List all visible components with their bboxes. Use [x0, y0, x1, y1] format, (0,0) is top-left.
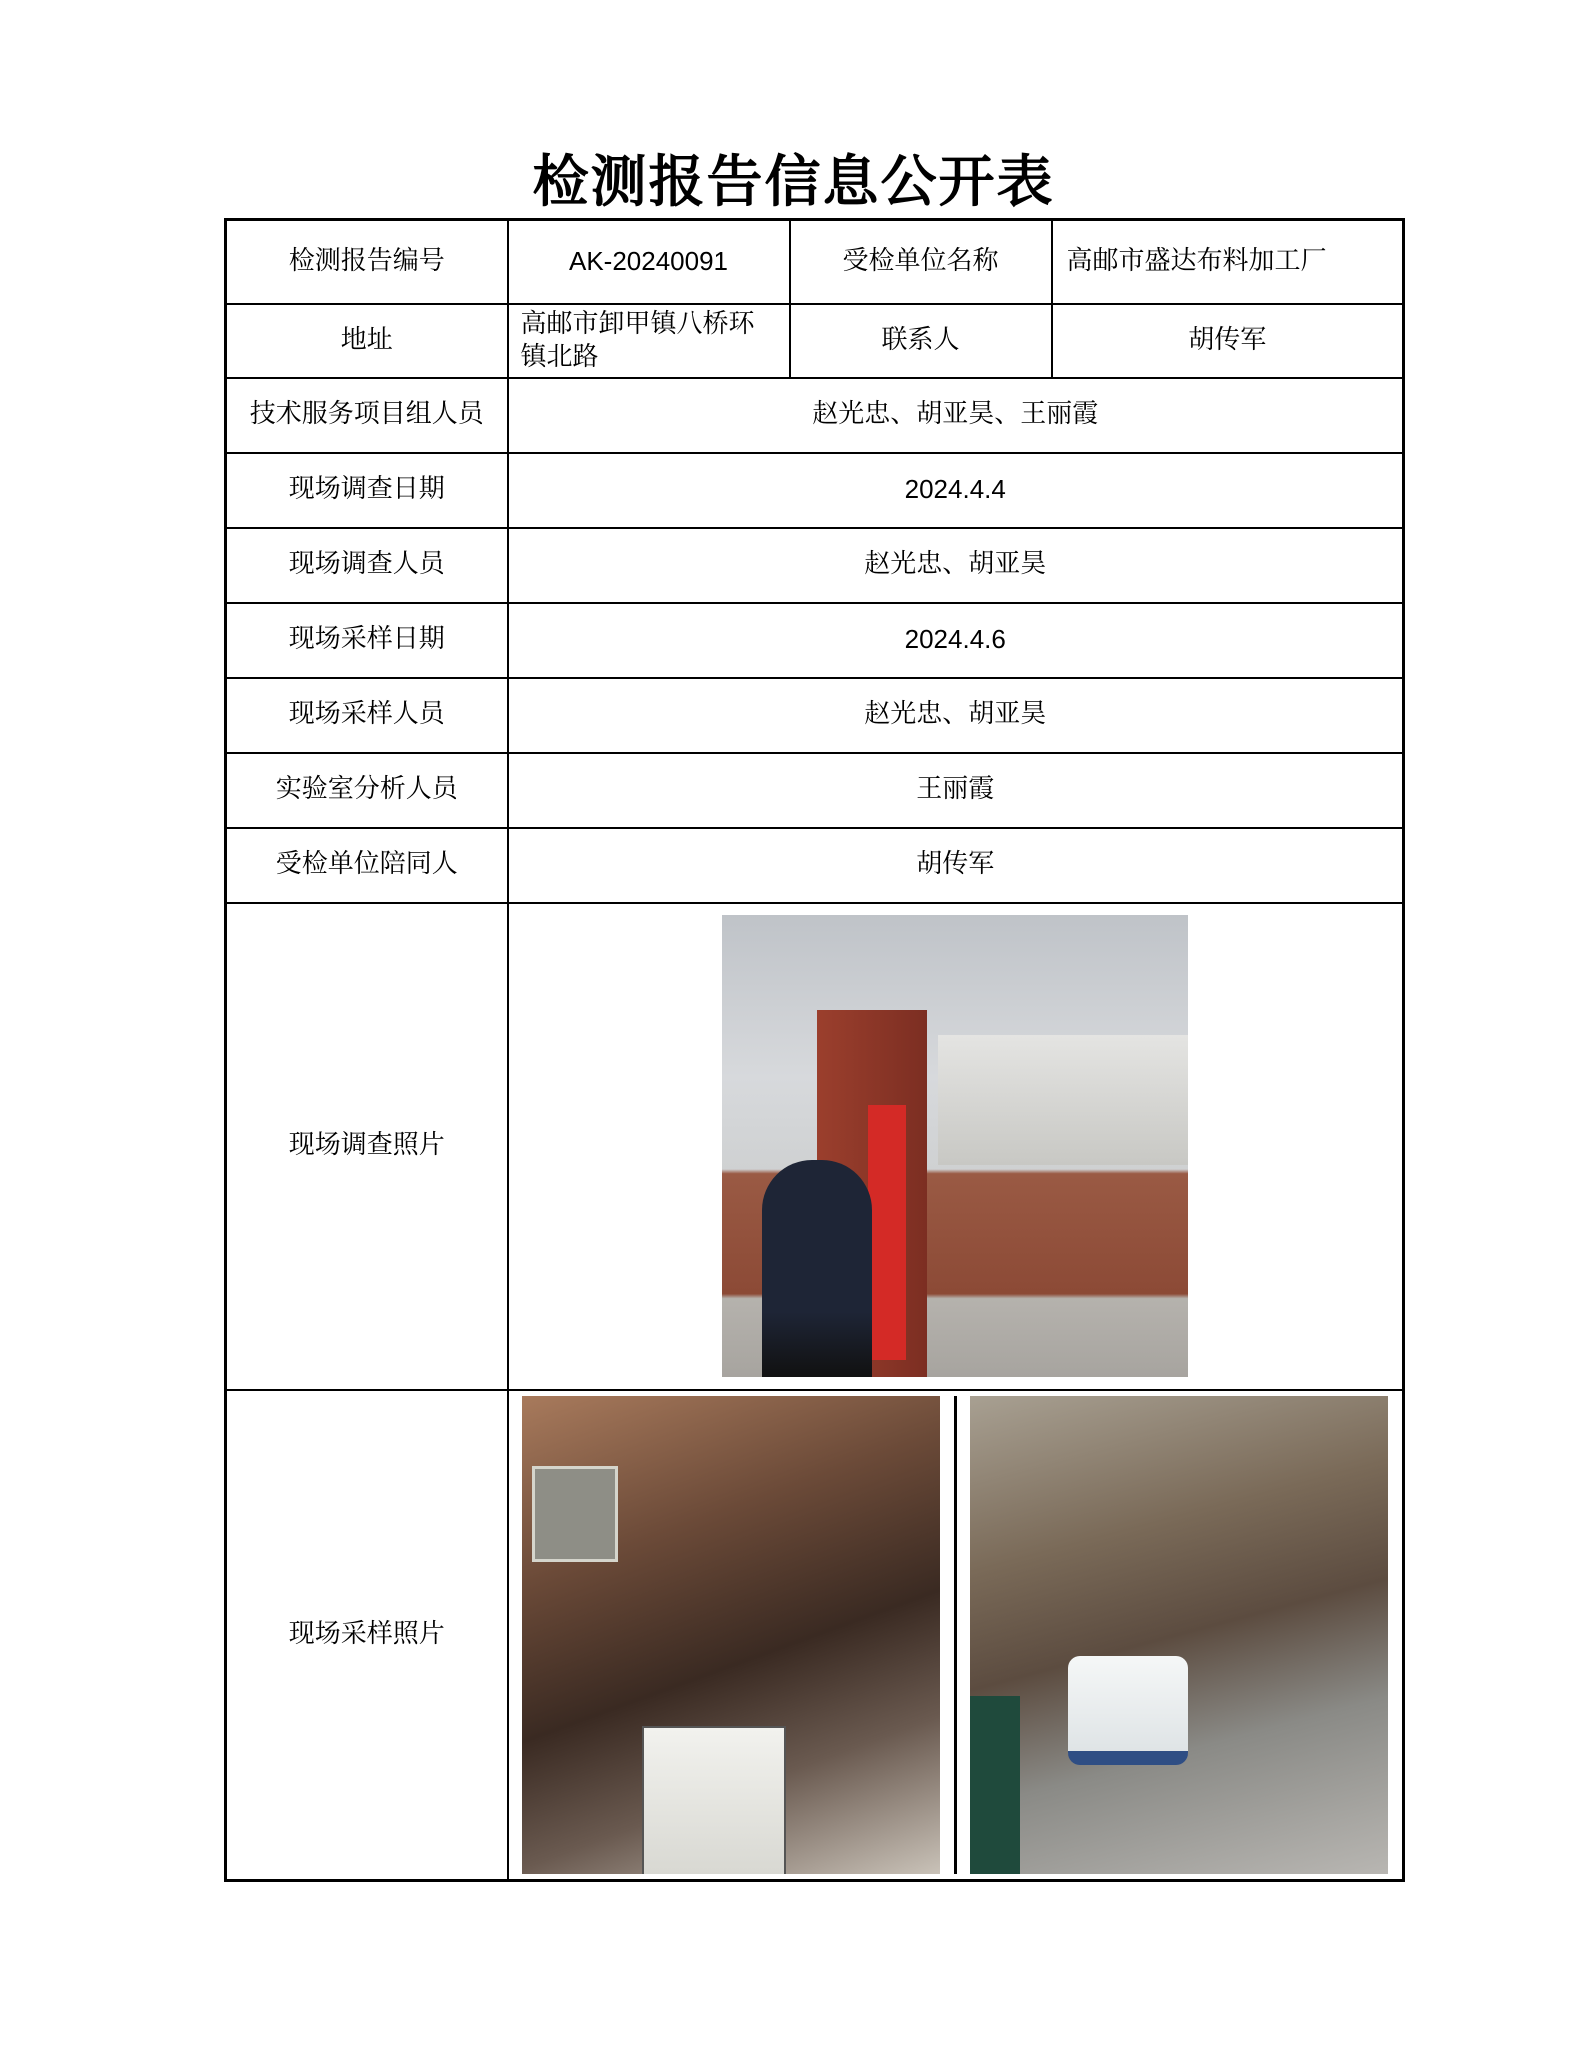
table-row [226, 903, 1404, 1390]
sampling-date-label: 现场采样日期 [226, 603, 508, 678]
fan-shape [532, 1466, 618, 1562]
unit-name-label: 受检单位名称 [790, 220, 1052, 304]
lab-staff-label: 实验室分析人员 [226, 753, 508, 828]
banner-shape [868, 1105, 906, 1360]
escort-label: 受检单位陪同人 [226, 828, 508, 903]
survey-staff-label: 现场调查人员 [226, 528, 508, 603]
team-label: 技术服务项目组人员 [226, 378, 508, 453]
building-shape [938, 1035, 1188, 1165]
survey-date-label: 现场调查日期 [226, 453, 508, 528]
sampling-photo-wrap [509, 1396, 1403, 1874]
table-row [226, 603, 1404, 678]
team-value: 赵光忠、胡亚昊、王丽霞 [508, 378, 1404, 453]
table-row [226, 753, 1404, 828]
table-row [226, 220, 1404, 304]
survey-date-value: 2024.4.4 [508, 453, 1404, 528]
survey-photo [722, 915, 1188, 1377]
address-value: 高邮市卸甲镇八桥环镇北路 [508, 304, 790, 378]
report-no-value: AK-20240091 [508, 220, 790, 304]
sampling-photo-left-cell [509, 1396, 957, 1874]
table-row [226, 828, 1404, 903]
sampler-device-shape [642, 1726, 786, 1874]
table-row [226, 528, 1404, 603]
table-row [226, 453, 1404, 528]
address-label: 地址 [226, 304, 508, 378]
sampling-photo-cell [508, 1390, 1404, 1881]
escort-value: 胡传军 [508, 828, 1404, 903]
survey-photo-label: 现场调查照片 [226, 903, 508, 1390]
sampling-photo-2 [970, 1396, 1388, 1874]
survey-photo-cell [508, 903, 1404, 1390]
sampling-photo-right-cell [957, 1396, 1402, 1874]
table-row [226, 304, 1404, 378]
sampling-staff-value: 赵光忠、胡亚昊 [508, 678, 1404, 753]
table-row [226, 678, 1404, 753]
lab-staff-value: 王丽霞 [508, 753, 1404, 828]
table-row [226, 378, 1404, 453]
contact-value: 胡传军 [1052, 304, 1404, 378]
person-shape [762, 1160, 872, 1377]
sampling-staff-label: 现场采样人员 [226, 678, 508, 753]
report-table [224, 218, 1405, 1882]
unit-name-value: 高邮市盛达布料加工厂 [1052, 220, 1404, 304]
meter-device-shape [1068, 1656, 1188, 1765]
page-title: 检测报告信息公开表 [532, 150, 1055, 215]
sampling-date-value: 2024.4.6 [508, 603, 1404, 678]
sleeve-shape [970, 1696, 1020, 1874]
contact-label: 联系人 [790, 304, 1052, 378]
report-no-label: 检测报告编号 [226, 220, 508, 304]
sampling-photo-label: 现场采样照片 [226, 1390, 508, 1881]
table-row [226, 1390, 1404, 1881]
sampling-photo-1 [522, 1396, 940, 1874]
survey-staff-value: 赵光忠、胡亚昊 [508, 528, 1404, 603]
